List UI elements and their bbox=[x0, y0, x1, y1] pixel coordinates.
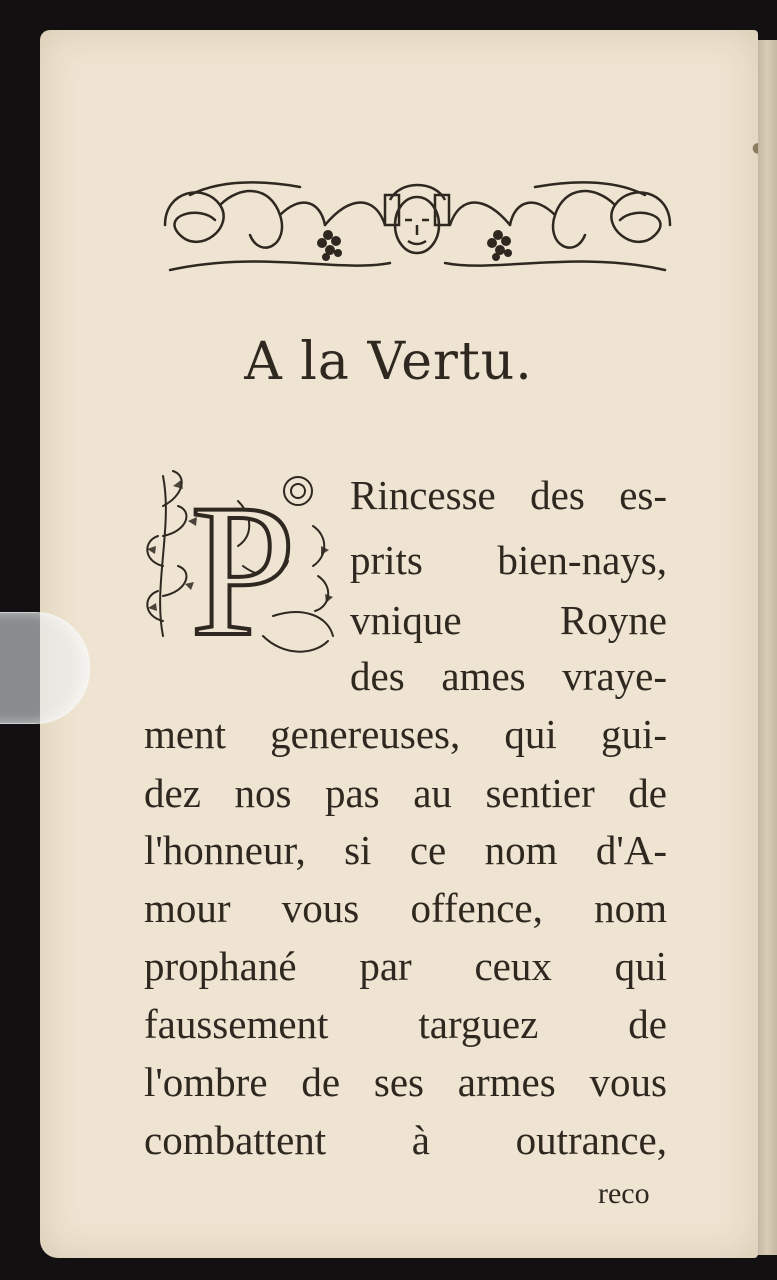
decorated-initial bbox=[143, 466, 338, 661]
page-title: A la Vertu. bbox=[244, 332, 533, 392]
text-line: mour vous offence, nom bbox=[144, 885, 667, 931]
headpiece-ornament bbox=[160, 175, 675, 277]
text-line: l'ombre de ses armes vous bbox=[144, 1059, 667, 1105]
text-line: prophané par ceux qui bbox=[144, 943, 667, 989]
drop-cap-letter: P bbox=[190, 466, 296, 661]
text-line: faussement targuez de bbox=[144, 1001, 667, 1047]
text-line: prits bien-nays, bbox=[350, 537, 667, 583]
catchword: reco bbox=[598, 1177, 650, 1210]
text-line: dez nos pas au sentier de bbox=[144, 770, 667, 816]
text-line: vnique Royne bbox=[350, 597, 667, 643]
page-mark: ◖ bbox=[752, 140, 760, 156]
text-line: l'honneur, si ce nom d'A- bbox=[144, 827, 667, 873]
text-line: des ames vraye- bbox=[350, 653, 667, 699]
text-line: ment genereuses, qui gui- bbox=[144, 711, 667, 757]
text-line: Rincesse des es- bbox=[350, 472, 667, 518]
text-line: combattent à outrance, bbox=[144, 1117, 667, 1163]
